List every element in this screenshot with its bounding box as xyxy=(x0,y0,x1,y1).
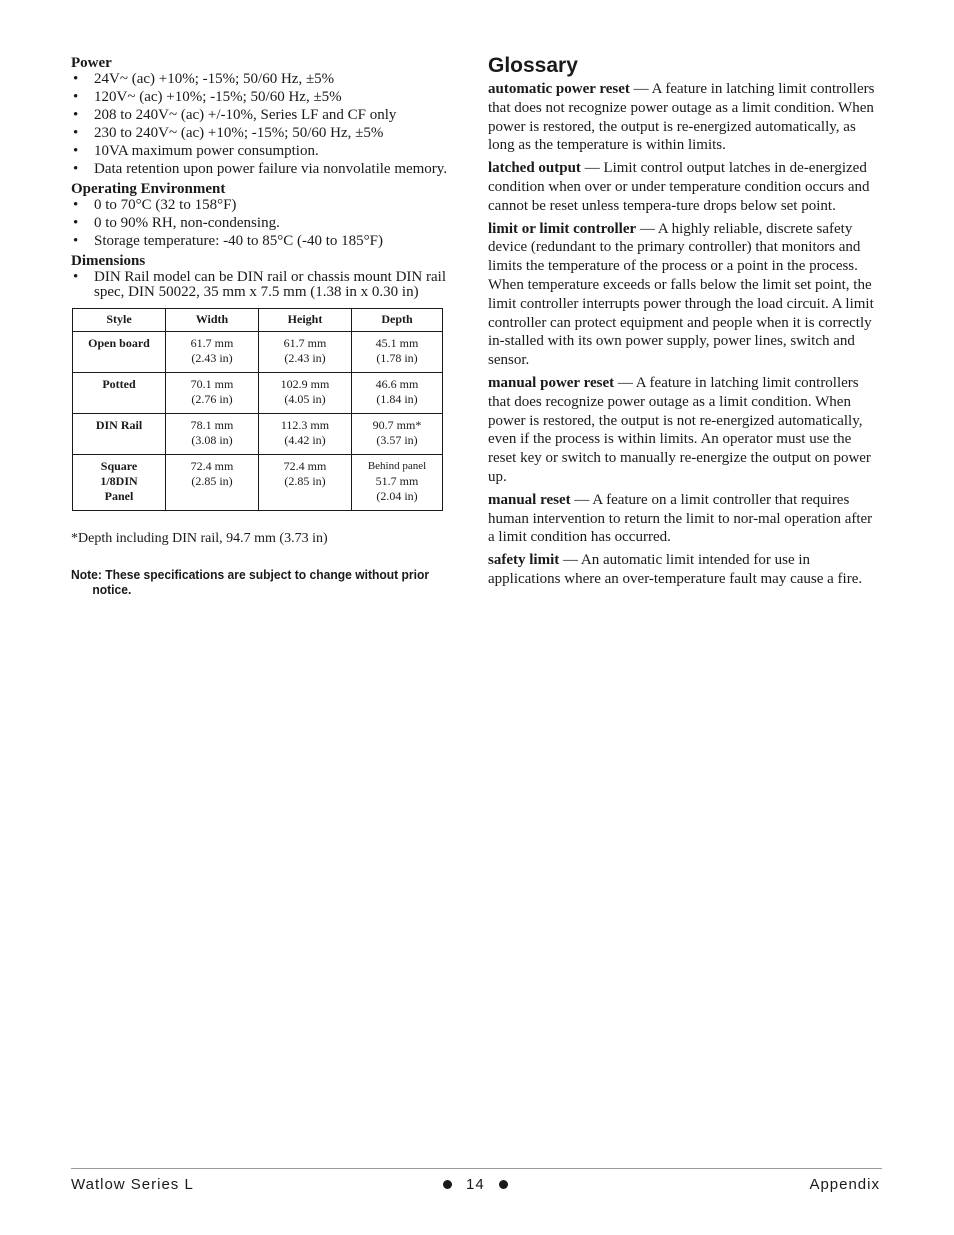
cell-text: 1/8DIN xyxy=(100,474,138,488)
glossary-definition: — Limit control output latches in de-energized condition when over or under temperature condition occurs and cannot be reset unless tempera-ture drops below set point. xyxy=(488,160,870,214)
cell-text: 70.1 mm xyxy=(190,377,234,391)
cell-text: 112.3 mm xyxy=(280,418,330,432)
footer-divider xyxy=(71,1168,882,1169)
cell-text: (2.85 in) xyxy=(284,474,326,488)
cell-text: 102.9 mm xyxy=(280,377,330,391)
footer-section-name: Appendix xyxy=(809,1176,880,1193)
list-item: • Data retention upon power failure via nonvolatile memory. xyxy=(71,162,456,177)
glossary-term: manual reset xyxy=(488,491,571,508)
cell-text: DIN Rail xyxy=(95,418,143,432)
cell-text: (2.85 in) xyxy=(191,474,233,488)
glossary-definition: — A feature on a limit controller that requires human intervention to return the limit to nor-mal operation after a limit condition has occurred. xyxy=(488,491,873,546)
column-header-style: Style xyxy=(73,309,166,332)
glossary-title: Glossary xyxy=(488,54,578,77)
cell-text: (1.78 in) xyxy=(376,351,418,365)
glossary-term: latched output xyxy=(488,160,581,177)
cell-text: (4.42 in) xyxy=(284,433,326,447)
glossary-entry xyxy=(488,491,880,547)
column-header-height: Height xyxy=(259,309,352,332)
list-item: • 24V~ (ac) +10%; -15%; 50/60 Hz, ±5% xyxy=(71,72,456,87)
table-row xyxy=(73,455,443,511)
glossary-definition: — A feature in latching limit controllers that does recognize power outage as a limit condition. When power is restored, the output is not re-energized automatically, even if the process is within limits. An operator must use the reset key or switch to manually re-energize the output on power up. xyxy=(488,374,871,485)
cell-text: (4.05 in) xyxy=(284,392,326,406)
list-item: • DIN Rail model can be DIN rail or chassis mount DIN rail spec, DIN 50022, 35 mm x 7.5 mm (1.38 in x 0.30 in) xyxy=(71,270,456,300)
width-cell xyxy=(166,455,259,511)
environment-heading: Operating Environment xyxy=(71,181,226,197)
glossary-entry xyxy=(488,220,880,370)
bullet-dot-icon xyxy=(443,1180,452,1189)
cell-text: (2.43 in) xyxy=(284,351,326,365)
cell-text: 72.4 mm xyxy=(190,459,234,473)
specification-note: Note: These specifications are subject to change without prior notice. xyxy=(71,567,430,597)
list-item: • 230 to 240V~ (ac) +10%; -15%; 50/60 Hz, ±5% xyxy=(71,126,456,141)
list-item: • 0 to 70°C (32 to 158°F) xyxy=(71,198,456,213)
style-cell xyxy=(73,414,166,455)
cell-text: 90.7 mm* xyxy=(372,418,422,432)
cell-text: Open board xyxy=(88,336,150,350)
width-cell xyxy=(166,414,259,455)
cell-text: 45.1 mm xyxy=(375,336,419,350)
cell-text: (2.43 in) xyxy=(191,351,233,365)
cell-text: Behind panel xyxy=(367,460,427,472)
height-cell xyxy=(259,332,352,373)
glossary-term: automatic power reset xyxy=(488,81,630,97)
bullet-dot-icon xyxy=(499,1180,508,1189)
cell-text: (2.04 in) xyxy=(376,489,418,503)
table-row xyxy=(73,332,443,373)
table-header-row xyxy=(73,309,443,332)
cell-text: (3.08 in) xyxy=(191,433,233,447)
height-cell xyxy=(259,373,352,414)
list-item: • 0 to 90% RH, non-condensing. xyxy=(71,216,456,231)
dimensions-heading: Dimensions xyxy=(71,253,146,269)
depth-cell xyxy=(352,332,443,373)
glossary-entry xyxy=(488,159,880,215)
width-cell xyxy=(166,332,259,373)
power-heading: Power xyxy=(71,55,112,71)
depth-footnote: *Depth including DIN rail, 94.7 mm (3.73 in) xyxy=(71,531,328,546)
cell-text: 72.4 mm xyxy=(283,459,327,473)
power-list xyxy=(71,72,456,177)
height-cell xyxy=(259,414,352,455)
specifications-column xyxy=(71,55,456,610)
footer-product-name: Watlow Series L xyxy=(71,1176,194,1193)
cell-text: (2.76 in) xyxy=(191,392,233,406)
style-cell xyxy=(73,332,166,373)
page-number: 14 xyxy=(466,1176,485,1193)
cell-text: 61.7 mm xyxy=(283,336,327,350)
table-row xyxy=(73,373,443,414)
width-cell xyxy=(166,373,259,414)
depth-cell xyxy=(352,373,443,414)
page-footer xyxy=(71,1176,882,1196)
table-row xyxy=(73,414,443,455)
cell-text: Panel xyxy=(104,489,134,503)
glossary-entry xyxy=(488,374,880,487)
glossary-term: manual power reset xyxy=(488,374,615,391)
depth-cell xyxy=(352,414,443,455)
dimensions-list xyxy=(71,270,456,300)
cell-text: 46.6 mm xyxy=(375,377,419,391)
height-cell xyxy=(259,455,352,511)
glossary-column xyxy=(488,55,880,593)
cell-text: (3.57 in) xyxy=(376,433,418,447)
glossary-entry xyxy=(488,551,880,589)
dimensions-table xyxy=(72,308,443,511)
glossary-term: safety limit xyxy=(488,552,560,569)
list-item: • 10VA maximum power consumption. xyxy=(71,144,456,159)
glossary-definition: — An automatic limit intended for use in applications where an over-temperature fault may cause a fire. xyxy=(488,552,863,587)
column-header-width: Width xyxy=(166,309,259,332)
glossary-term: limit or limit controller xyxy=(488,220,637,237)
cell-text: 78.1 mm xyxy=(190,418,234,432)
environment-list xyxy=(71,198,456,249)
cell-text: Potted xyxy=(102,377,136,391)
list-item: • 208 to 240V~ (ac) +/-10%, Series LF and CF only xyxy=(71,108,456,123)
glossary-entry xyxy=(488,80,880,155)
cell-text: Square xyxy=(100,459,138,473)
list-item: • 120V~ (ac) +10%; -15%; 50/60 Hz, ±5% xyxy=(71,90,456,105)
page-number-group xyxy=(443,1176,508,1193)
cell-text: 51.7 mm xyxy=(375,474,419,488)
style-cell xyxy=(73,455,166,511)
cell-text: (1.84 in) xyxy=(376,392,418,406)
glossary-definition: — A highly reliable, discrete safety device (redundant to the primary controller) that monitors and limits the temperature of the process or a point in the process. When temperature exceeds or falls below the limit set point, the limit controller interrupts power through the load circuit. A limit controller can protect equipment and people when it is correctly in-stalled with its own power supply, power lines, switch and sensor. xyxy=(488,220,874,369)
glossary-definition: — A feature in latching limit controllers that does not recognize power outage as a limit condition. When power is restored, the output is re-energized automatically, as long as the temperature is within limits. xyxy=(488,81,875,154)
cell-text: 61.7 mm xyxy=(190,336,234,350)
depth-cell xyxy=(352,455,443,511)
column-header-depth: Depth xyxy=(352,309,443,332)
list-item: • Storage temperature: -40 to 85°C (-40 to 185°F) xyxy=(71,234,456,249)
style-cell xyxy=(73,373,166,414)
